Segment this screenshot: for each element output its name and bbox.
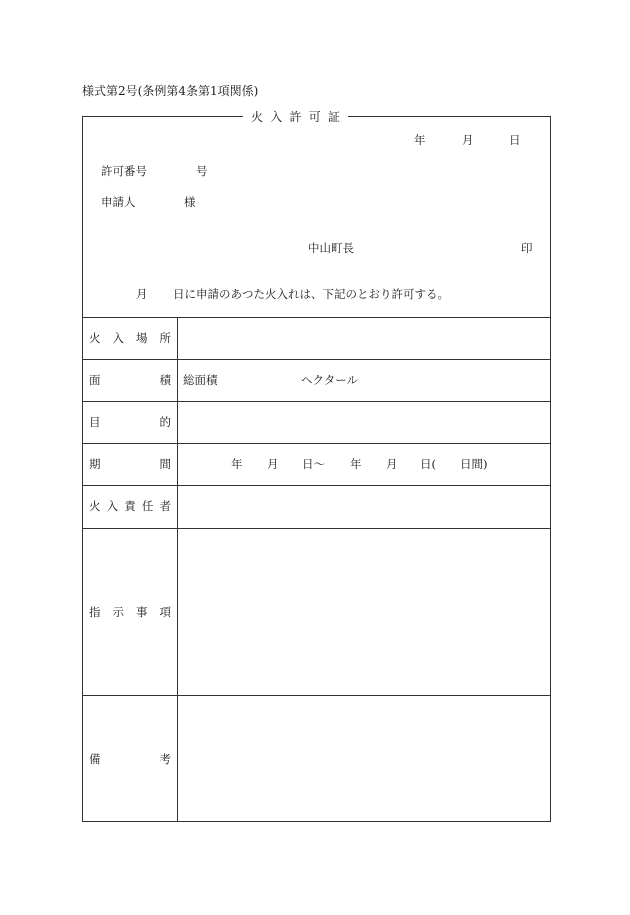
title-char: 証 (327, 110, 340, 124)
divider-top (82, 317, 551, 318)
period-start-year: 年 (231, 457, 243, 471)
label-char: 火 (89, 499, 101, 513)
label-char: 間 (159, 457, 171, 471)
title-char: 許 (289, 110, 302, 124)
date-day-label: 日 (509, 133, 521, 147)
period-end-month: 月 (386, 457, 398, 471)
label-char: 者 (159, 499, 171, 513)
divider (82, 443, 551, 444)
form-number-header: 様式第2号(条例第4条第1項関係) (82, 84, 259, 98)
applicant-label: 申請人 (101, 195, 136, 209)
date-year-label: 年 (414, 133, 426, 147)
permit-number-label: 許可番号 (101, 164, 147, 178)
remarks-row-label (89, 752, 171, 766)
divider (82, 528, 551, 529)
label-char: 場 (136, 331, 148, 345)
label-char: 期 (89, 457, 101, 471)
label-char: 面 (89, 373, 101, 387)
label-char: 任 (141, 499, 154, 513)
period-row-label (89, 457, 171, 471)
label-char: 事 (136, 605, 148, 619)
label-char: 所 (159, 331, 171, 345)
applicant-suffix: 様 (184, 195, 196, 209)
purpose-value-field[interactable] (180, 404, 546, 441)
divider (82, 485, 551, 486)
issuer-name: 中山町長 (308, 241, 354, 255)
label-char: 考 (159, 752, 171, 766)
divider (82, 695, 551, 696)
purpose-row-label (89, 415, 171, 429)
label-char: 責 (124, 499, 136, 513)
area-unit-label: ヘクタール (301, 373, 359, 387)
label-char: 入 (112, 331, 124, 345)
form-title (251, 110, 340, 124)
label-char: 積 (159, 373, 171, 387)
supervisor-row-label (89, 499, 171, 513)
title-char: 入 (270, 110, 283, 124)
statement-text: 日に申請のあつた火入れは、下記のとおり許可する。 (173, 287, 449, 301)
label-char: 入 (106, 499, 119, 513)
divider (82, 401, 551, 402)
location-row-label (89, 331, 171, 345)
label-char: 備 (89, 752, 101, 766)
statement-month: 月 (136, 287, 148, 301)
label-column-divider (177, 317, 178, 821)
period-duration-days: 日間) (460, 457, 488, 471)
label-char: 項 (159, 605, 171, 619)
label-char: 目 (89, 415, 101, 429)
title-char: 可 (308, 110, 321, 124)
remarks-value-field[interactable] (180, 698, 546, 817)
period-end-day: 日( (420, 457, 436, 471)
period-start-day: 日〜 (302, 457, 325, 471)
permit-number-suffix: 号 (196, 164, 208, 178)
area-total-label: 総面積 (183, 373, 218, 387)
seal-mark: 印 (521, 241, 533, 255)
label-char: 示 (112, 605, 124, 619)
period-end-year: 年 (350, 457, 362, 471)
instructions-value-field[interactable] (180, 531, 546, 692)
label-char: 火 (89, 331, 101, 345)
supervisor-value-field[interactable] (180, 488, 546, 525)
divider (82, 359, 551, 360)
title-char: 火 (251, 110, 264, 124)
period-start-month: 月 (267, 457, 279, 471)
date-month-label: 月 (462, 133, 474, 147)
location-value-field[interactable] (180, 320, 546, 357)
label-char: 指 (89, 605, 101, 619)
instructions-row-label (89, 605, 171, 619)
label-char: 的 (159, 415, 171, 429)
area-row-label (89, 373, 171, 387)
